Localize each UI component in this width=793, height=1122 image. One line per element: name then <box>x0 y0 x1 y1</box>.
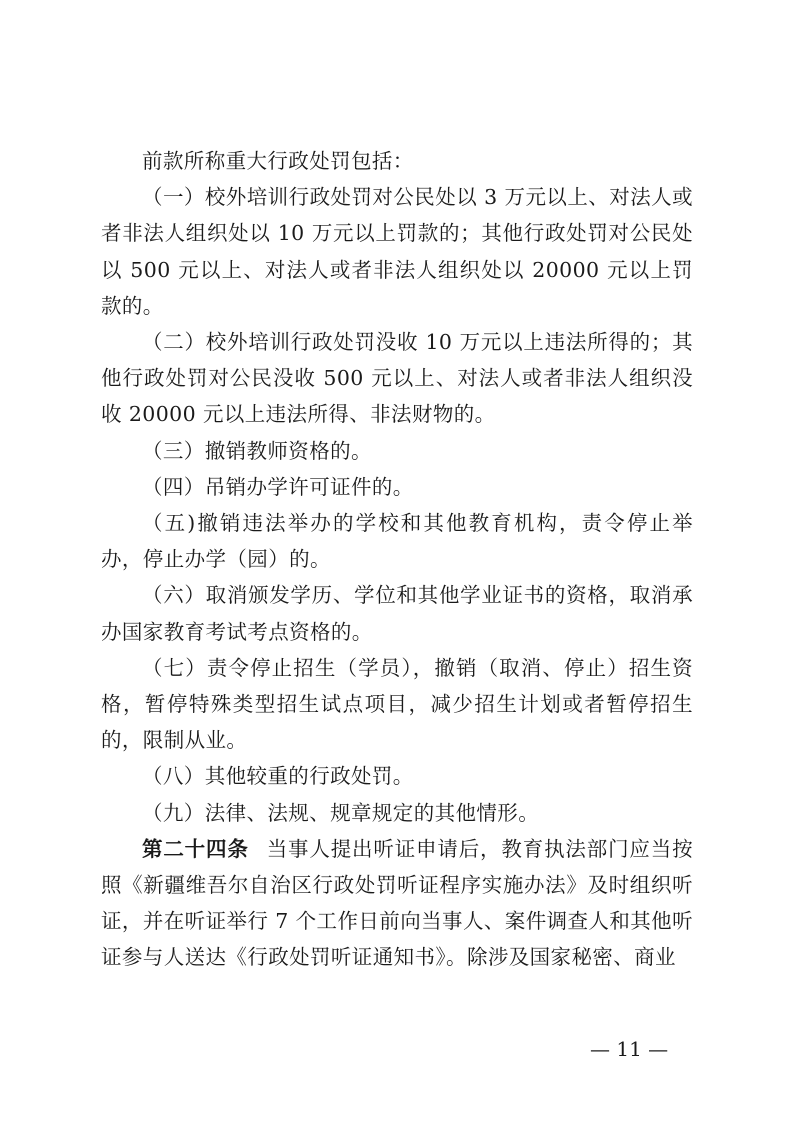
body-text <box>101 143 693 976</box>
paragraph-item-3: （三）撤销教师资格的。 <box>142 438 372 463</box>
page-number: — 11 — <box>590 1037 669 1061</box>
article-text: 当事人提出听证申请后，教育执法部门应当按照《新疆维吾尔自治区行政处罚听证程序实施办法》及时组织听证，并在听证举行 7 个工作日前向当事人、案件调查人和其他听证参与人送达《行政处罚听证通知书》。除涉及国家秘密、商业 <box>101 836 693 970</box>
paragraph-item-2: （二）校外培训行政处罚没收 10 万元以上违法所得的；其他行政处罚对公民没收 500 元以上、对法人或者非法人组织没收 20000 元以上违法所得、非法财物的。 <box>101 330 693 427</box>
paragraph-item-9: （九）法律、法规、规章规定的其他情形。 <box>142 800 540 825</box>
paragraph-item-7: （七）责令停止招生（学员），撤销（取消、停止）招生资格，暂停特殊类型招生试点项目，减少招生计划或者暂停招生的，限制从业。 <box>101 655 693 753</box>
paragraph-item-6: （六）取消颁发学历、学位和其他学业证书的资格，取消承办国家教育考试考点资格的。 <box>101 583 693 644</box>
article-heading: 第二十四条 <box>142 836 249 861</box>
paragraph-intro: 前款所称重大行政处罚包括： <box>142 149 414 173</box>
paragraph-item-1: （一）校外培训行政处罚对公民处以 3 万元以上、对法人或者非法人组织处以 10 万元以上罚款的；其他行政处罚对公民处以 500 元以上、对法人或者非法人组织处以 20000 元以上罚款的。 <box>101 185 693 318</box>
paragraph-item-5: （五)撤销违法举办的学校和其他教育机构，责令停止举办，停止办学（园）的。 <box>101 511 693 572</box>
paragraph-item-4: （四）吊销办学许可证件的。 <box>142 474 414 499</box>
article-paragraph <box>101 831 693 976</box>
paragraph-item-8: （八）其他较重的行政处罚。 <box>142 764 414 789</box>
